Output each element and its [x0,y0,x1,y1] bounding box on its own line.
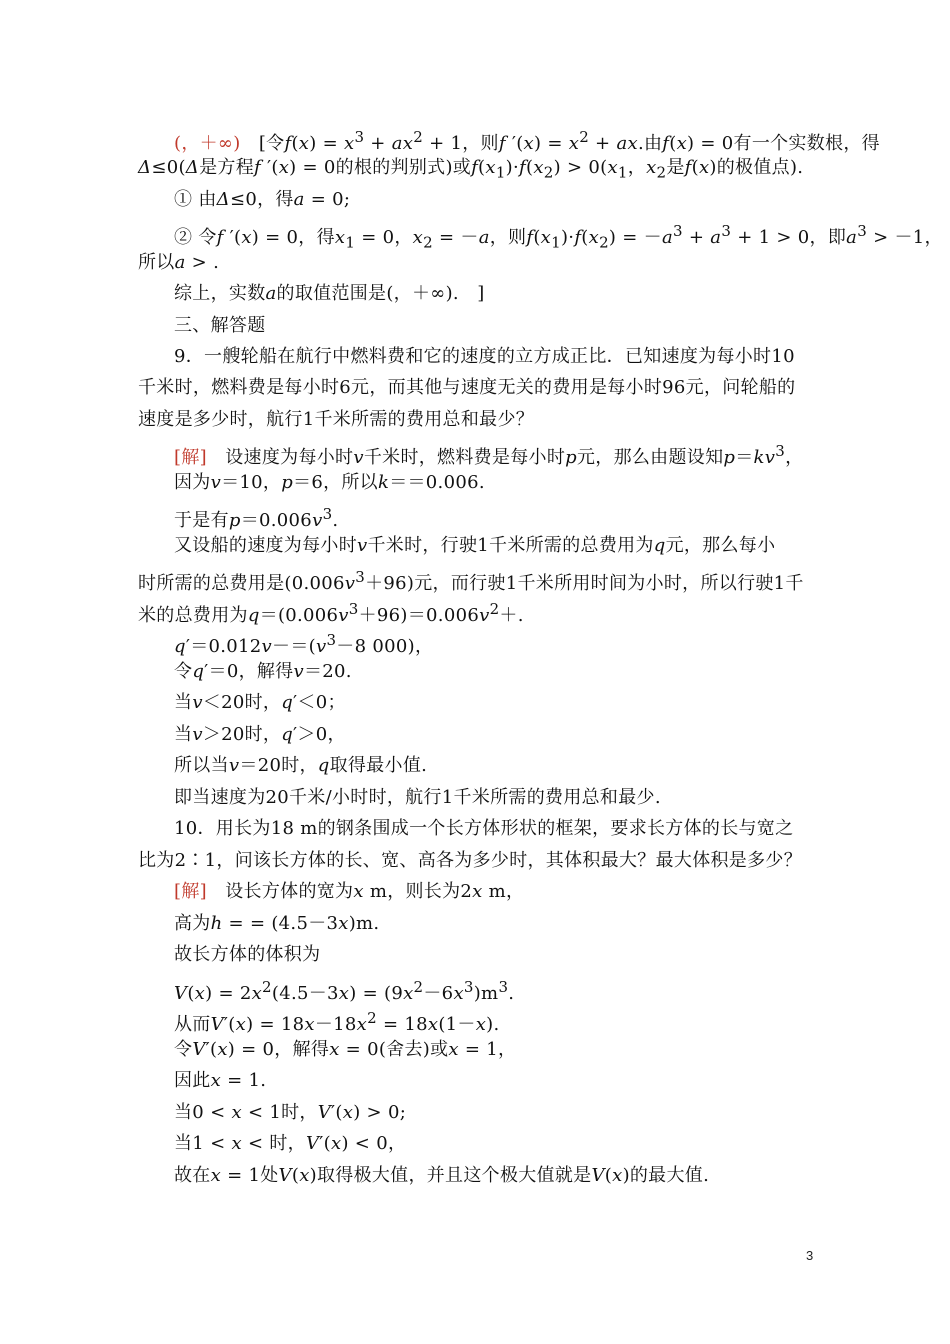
text-line: 于是有$p=0.006v^3$. [174,505,339,531]
text-line: 当1 < x < 时，V′(x) < 0， [174,1133,407,1154]
text-line: 米的总费用为$q=(0.006v^3+96)=0.006v^2+$. [138,600,524,626]
text-line: $V(x) = 2x^2(4.5-3x) = (9x^2-6x^3)m^3$. [174,978,515,1004]
text-line: 从而$V'(x) = 18x-18x^2 = 18x(1-x)$. [174,1009,500,1035]
text-line: 高为h = = (4.5－3x)m. [174,913,380,934]
text-line: ① 由Δ≤0，得a = 0; [174,189,351,210]
text-line: 当v＞20时，q′＞0， [174,724,346,745]
text-line: 综上，实数a的取值范围是(，＋∞). ] [174,283,485,304]
text-line: 因此x = 1. [174,1070,267,1091]
text-line: 令V′(x) = 0，解得x = 0(舍去)或x = 1， [174,1039,517,1060]
text-line: [解] 设速度为每小时v千米时，燃料费是每小时p元，那么由题设知$p=kv^3$， [174,442,804,468]
text-line: 即当速度为20千米/小时时，航行1千米所需的费用总和最少. [174,787,661,808]
text-line: 令q′＝0，解得v＝20. [174,661,352,682]
text-line: 所以a > . [138,252,220,273]
text-line: 三、解答题 [174,315,266,336]
text-line: ② 令f ′(x) = 0，得$x_1 = 0$，$x_2 = -a$，则$f(x_1)\cdot f(x_2) = -a^3 + a^3 + 1 > 0$，即$a^3 > -1$， [174,222,943,252]
text-line: 速度是多少时，航行1千米所需的费用总和最少？ [138,409,535,430]
text-line: [解] 设长方体的宽为x m，则长为2x m， [174,881,525,902]
page-number: 3 [806,1248,814,1263]
text-line: 千米时，燃料费是每小时6元，而其他与速度无关的费用是每小时96元，问轮船的 [138,377,796,398]
text-line: 故长方体的体积为 [174,944,321,965]
text-line: 10．用长为18 m的钢条围成一个长方体形状的框架，要求长方体的长与宽之 [174,818,794,839]
text-line: 所以当v＝20时，q取得最小值. [174,755,428,776]
text-line: 当v＜20时，q′＜0； [174,692,346,713]
text-line: 时所需的总费用是$(0.006v^3+96)$元，而行驶1千米所用时间为小时，所以行驶1千 [138,568,804,594]
text-line: 当0 < x < 1时，V′(x) > 0; [174,1102,407,1123]
text-line: 故在x = 1处V(x)取得极大值，并且这个极大值就是V(x)的最大值. [174,1165,710,1186]
text-line: $q'=0.012v-=(v^3-8$ 000)， [174,631,434,657]
text-line: 比为2∶1，问该长方体的长、宽、高各为多少时，其体积最大？最大体积是多少？ [138,850,803,871]
text-line: 又设船的速度为每小时v千米时，行驶1千米所需的总费用为q元，那么每小 [174,535,776,556]
text-line: Δ≤0(Δ是方程f ′(x) = 0的根的判别式)或$f(x_1)\cdot f(x_2) > 0(x_1$，$x_2$是f(x)的极值点). [138,157,804,182]
text-line: 9．一艘轮船在航行中燃料费和它的速度的立方成正比．已知速度为每小时10 [174,346,795,367]
text-line: 因为v＝10，p＝6，所以k＝＝0.006. [174,472,485,493]
text-line: (，＋∞) [令$f(x) = x^3 + ax^2 + 1$，则f $'(x) = x^2$ + ax.由f(x) = 0有一个实数根，得 [174,128,880,154]
